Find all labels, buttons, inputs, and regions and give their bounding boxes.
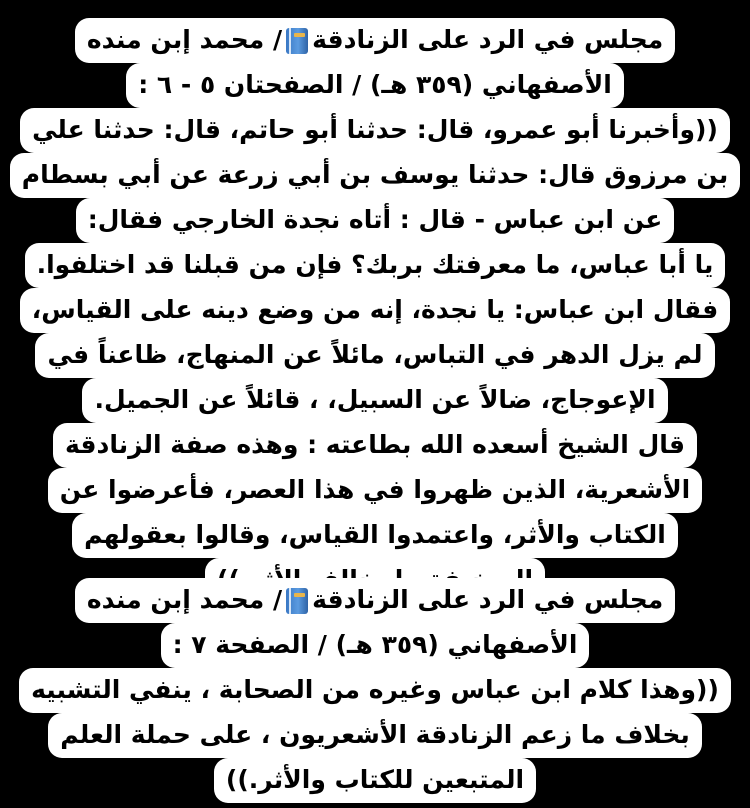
post1-body-line: الكتاب والأثر، واعتمدوا القياس، وقالوا بعقولهم	[72, 513, 678, 558]
post1-header-line-2: الأصفهاني (٣٥٩ هـ) / الصفحتان ٥ - ٦ :	[126, 63, 624, 108]
post2-body-line: بخلاف ما زعم الزنادقة الأشعريون ، على حملة العلم	[48, 713, 702, 758]
quote-block-2	[0, 578, 750, 803]
post1-body-line: بن مرزوق قال: حدثنا يوسف بن أبي زرعة عن أبي بسطام	[10, 153, 740, 198]
post1-body-line: ((وأخبرنا أبو عمرو، قال: حدثنا أبو حاتم، قال: حدثنا علي	[20, 108, 730, 153]
post2-header-line-2: الأصفهاني (٣٥٩ هـ) / الصفحة ٧ :	[161, 623, 590, 668]
blue-book-icon	[286, 588, 308, 614]
post2-header-author: / محمد إبن منده	[86, 585, 283, 614]
post1-body-line: قال الشيخ أسعده الله بطاعته : وهذه صفة الزنادقة	[53, 423, 697, 468]
post1-body-line: الأشعرية، الذين ظهروا في هذا العصر، فأعرضوا عن	[48, 468, 703, 513]
post1-header-author: / محمد إبن منده	[86, 25, 283, 54]
post1-body-line: فقال ابن عباس: يا نجدة، إنه من وضع دينه على القياس،	[20, 288, 731, 333]
post1-body-line: يا أبا عباس، ما معرفتك بربك؟ فإن من قبلنا قد اختلفوا.	[25, 243, 726, 288]
blue-book-icon	[286, 28, 308, 54]
post1-header-line-1	[75, 18, 675, 63]
quote-block-1	[0, 18, 750, 603]
post2-header-book-title: مجلس في الرد على الزنادقة	[312, 585, 664, 614]
post1-body-line: الإعوجاج، ضالاً عن السبيل، ، قائلاً عن الجميل.	[82, 378, 667, 423]
post1-body-line: لم يزل الدهر في التباس، مائلاً عن المنهاج، ظاعناً في	[35, 333, 714, 378]
post2-body-line: المتبعين للكتاب والأثر.))	[214, 758, 536, 803]
post1-header-book-title: مجلس في الرد على الزنادقة	[312, 25, 664, 54]
post1-body-line: عن ابن عباس - قال : أتاه نجدة الخارجي فقال:	[76, 198, 675, 243]
post2-body-line: ((وهذا كلام ابن عباس وغيره من الصحابة ، ينفي التشبيه	[19, 668, 731, 713]
post2-header-line-1	[75, 578, 675, 623]
